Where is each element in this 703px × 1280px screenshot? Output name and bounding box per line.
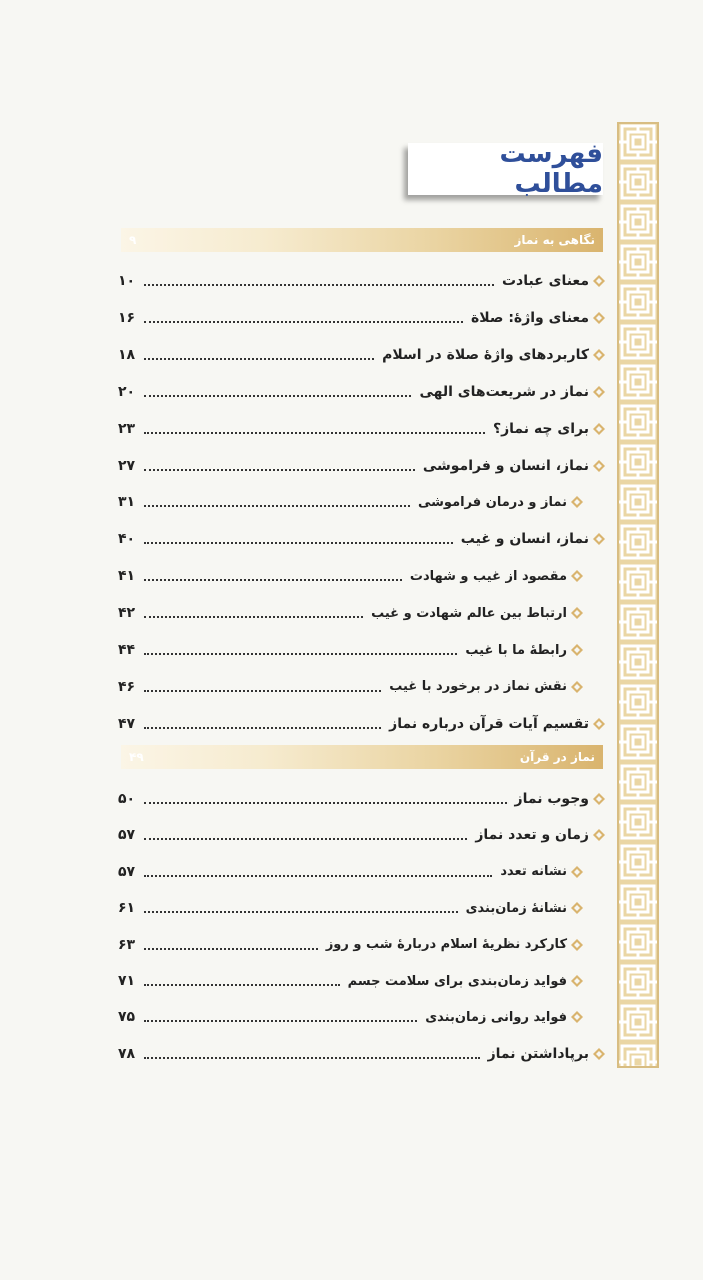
toc-entry-title: نماز در شریعت‌های الهی	[419, 383, 589, 400]
diamond-bullet-icon	[570, 938, 584, 952]
toc-entry-page: ۶۱	[118, 900, 136, 917]
toc-entry[interactable]	[118, 860, 594, 884]
toc-entry[interactable]	[118, 823, 606, 847]
dot-leader	[144, 863, 492, 877]
dot-leader	[144, 309, 463, 323]
toc-entry-title: نقش نماز در برخورد با غیب	[389, 679, 567, 695]
toc-entry[interactable]	[118, 380, 606, 404]
toc-entry-title: معنای عبادت	[501, 273, 589, 289]
dot-leader	[144, 972, 340, 986]
section-page-number: ۴۹	[129, 750, 144, 764]
dot-leader	[144, 457, 415, 471]
diamond-bullet-icon	[592, 385, 606, 399]
toc-entry-title: برپاداشتن نماز	[487, 1045, 589, 1062]
section-page-number: ۹	[129, 233, 137, 247]
diamond-bullet-icon	[570, 495, 584, 509]
toc-entry[interactable]	[118, 490, 594, 514]
toc-entry[interactable]	[118, 601, 594, 625]
toc-entry[interactable]	[118, 417, 606, 441]
toc-entry-title: نشانهٔ زمان‌بندی	[465, 900, 567, 916]
toc-entry-title: نشانه تعدد	[500, 864, 567, 880]
toc-entry-title: معنای واژهٔ: صلاة	[471, 309, 589, 326]
toc-entry[interactable]	[118, 712, 606, 736]
toc-entry-title: نماز، انسان و فراموشی	[422, 457, 589, 474]
toc-entry-page: ۴۴	[118, 642, 136, 658]
section-title: نماز در قرآن	[519, 750, 595, 764]
toc-entry-page: ۴۱	[118, 568, 136, 585]
dot-leader	[144, 272, 494, 286]
toc-entry[interactable]	[118, 527, 606, 551]
toc-entry-title: فواید زمان‌بندی برای سلامت جسم	[347, 973, 567, 989]
toc-entry-page: ۶۳	[118, 936, 136, 953]
toc-entry[interactable]	[118, 787, 606, 811]
dot-leader	[144, 641, 457, 655]
toc-entry-title: مقصود از غیب و شهادت	[409, 568, 567, 584]
diamond-bullet-icon	[592, 1047, 606, 1061]
diamond-bullet-icon	[570, 901, 584, 915]
toc-entry-page: ۴۷	[118, 715, 136, 732]
decorative-border	[617, 122, 659, 1068]
toc-entry[interactable]	[118, 933, 594, 957]
diamond-bullet-icon	[570, 680, 584, 694]
toc-entry-page: ۵۰	[118, 791, 136, 807]
toc-entry[interactable]	[118, 675, 594, 699]
toc-entry-page: ۳۱	[118, 494, 136, 511]
dot-leader	[144, 826, 467, 840]
toc-entry-title: ارتباط بین عالم شهادت و غیب	[371, 605, 567, 621]
toc-entry-title: کاربردهای واژهٔ صلاة در اسلام	[382, 346, 589, 363]
toc-entry[interactable]	[118, 969, 594, 993]
dot-leader	[144, 936, 318, 950]
toc-entry-page: ۱۰	[118, 273, 136, 289]
toc-entry-page: ۷۱	[118, 973, 136, 989]
toc-entry[interactable]	[118, 564, 594, 588]
toc-entry-title: فواید روانی زمان‌بندی	[425, 1009, 567, 1025]
toc-entry-title: نماز و درمان فراموشی	[418, 494, 567, 510]
diamond-bullet-icon	[570, 1010, 584, 1024]
toc-entry-title: برای چه نماز؟	[492, 420, 589, 437]
dot-leader	[144, 715, 381, 729]
toc-entry-page: ۲۷	[118, 457, 136, 474]
dot-leader	[144, 567, 402, 581]
toc-entry[interactable]	[118, 1042, 606, 1066]
toc-title-box	[408, 139, 603, 199]
toc-entry-page: ۱۸	[118, 346, 136, 363]
toc-entry-page: ۷۵	[118, 1009, 136, 1026]
toc-entry-title: وجوب نماز	[514, 791, 589, 807]
toc-entry-page: ۵۷	[118, 863, 136, 880]
toc-entry-title: تقسیم آیات قرآن درباره نماز	[389, 715, 589, 732]
toc-entry[interactable]	[118, 343, 606, 367]
diamond-bullet-icon	[592, 792, 606, 806]
toc-entry-page: ۱۶	[118, 309, 136, 326]
diamond-bullet-icon	[592, 459, 606, 473]
section-header	[121, 228, 603, 252]
toc-entry-title: کارکرد نظریهٔ اسلام دربارهٔ شب و روز	[325, 937, 567, 953]
toc-entry[interactable]	[118, 638, 594, 662]
toc-entry-page: ۴۰	[118, 531, 136, 548]
diamond-bullet-icon	[570, 606, 584, 620]
dot-leader	[144, 420, 485, 434]
dot-leader	[144, 604, 363, 618]
toc-entry-page: ۲۰	[118, 383, 136, 400]
dot-leader	[144, 346, 374, 360]
dot-leader	[144, 1045, 480, 1059]
toc-entry[interactable]	[118, 1005, 594, 1029]
diamond-bullet-icon	[592, 274, 606, 288]
section-title: نگاهی به نماز	[514, 233, 595, 247]
diamond-bullet-icon	[570, 974, 584, 988]
diamond-bullet-icon	[592, 532, 606, 546]
diamond-bullet-icon	[570, 569, 584, 583]
diamond-bullet-icon	[570, 643, 584, 657]
toc-entry-page: ۷۸	[118, 1045, 136, 1062]
dot-leader	[144, 530, 453, 544]
diamond-bullet-icon	[592, 348, 606, 362]
toc-entry-page: ۴۲	[118, 605, 136, 622]
toc-entry[interactable]	[118, 269, 606, 293]
diamond-bullet-icon	[592, 828, 606, 842]
toc-entry[interactable]	[118, 454, 606, 478]
dot-leader	[144, 678, 381, 692]
toc-entry-title: زمان و تعدد نماز	[475, 827, 589, 844]
toc-entry-title: نماز، انسان و غیب	[460, 531, 589, 548]
dot-leader	[144, 383, 411, 397]
lattice-pattern	[617, 122, 659, 1068]
toc-entry-page: ۵۷	[118, 827, 136, 844]
dot-leader	[144, 493, 410, 507]
diamond-bullet-icon	[592, 717, 606, 731]
page-title: فهرست مطالب	[499, 139, 603, 199]
dot-leader	[144, 899, 458, 913]
diamond-bullet-icon	[592, 422, 606, 436]
dot-leader	[144, 1008, 417, 1022]
toc-entry[interactable]	[118, 306, 606, 330]
toc-entry-title: رابطهٔ ما با غیب	[465, 642, 567, 658]
section-header	[121, 745, 603, 769]
diamond-bullet-icon	[592, 311, 606, 325]
diamond-bullet-icon	[570, 865, 584, 879]
toc-entry[interactable]	[118, 896, 594, 920]
toc-entry-page: ۴۶	[118, 678, 136, 695]
toc-entry-page: ۲۳	[118, 420, 136, 437]
dot-leader	[144, 790, 507, 804]
